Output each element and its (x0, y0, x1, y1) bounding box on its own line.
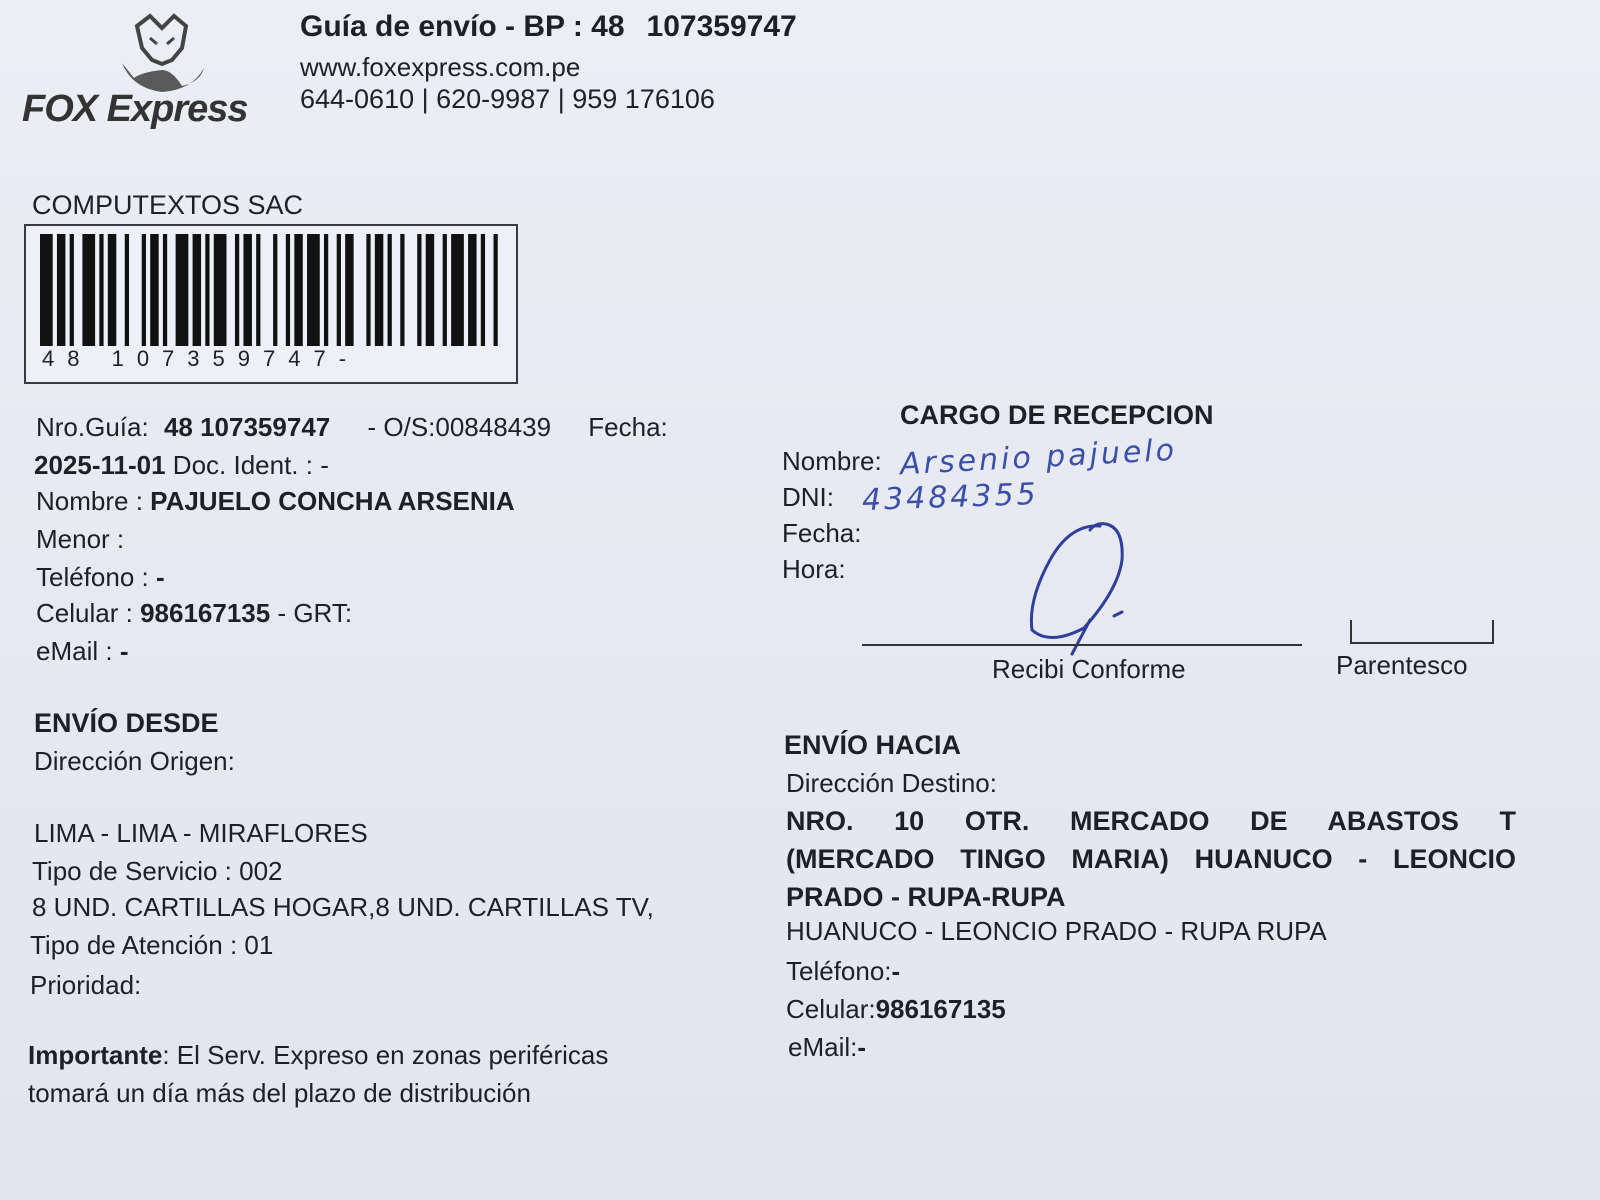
phones: 644-0610 | 620-9987 | 959 176106 (300, 84, 715, 114)
barcode-bar (494, 234, 498, 346)
destino-email-value: - (857, 1032, 867, 1062)
barcode-bar (142, 234, 146, 346)
cargo-fecha-label: Fecha: (782, 518, 862, 548)
email-line (36, 636, 128, 667)
fecha-label: Fecha: (588, 412, 668, 442)
envio-hacia-title: ENVÍO HACIA (784, 730, 962, 760)
doc-ident: Doc. Ident. : - (172, 450, 329, 480)
parentesco-box (1350, 620, 1494, 644)
barcode-bar (163, 234, 167, 346)
signature-icon (1010, 520, 1150, 660)
destino-celular-value: 986167135 (875, 994, 1006, 1024)
cargo-dni-label: DNI: (782, 482, 834, 512)
barcode-bar (70, 234, 74, 346)
barcode-bar (125, 234, 129, 346)
nombre-line (36, 486, 515, 517)
menor-line: Menor : (36, 524, 125, 554)
barcode (24, 224, 518, 384)
cargo-nombre-label: Nombre: (782, 446, 882, 476)
barcode-bar (307, 234, 320, 346)
barcode-bar (375, 234, 383, 346)
barcode-number: 48 107359747- (42, 346, 360, 371)
barcode-bar (345, 234, 353, 346)
barcode-bar (99, 234, 103, 346)
guide-number: 107359747 (646, 10, 797, 43)
nro-guia-label: Nro.Guía: (36, 412, 149, 442)
direccion-origen-label: Dirección Origen: (34, 746, 235, 776)
address-line-2: (MERCADO TINGO MARIA) HUANUCO - LEONCIO (786, 844, 1516, 874)
barcode-bar (337, 234, 341, 346)
barcode-bar (426, 234, 434, 346)
nro-guia-value: 48 107359747 (163, 412, 331, 442)
direccion-destino-label: Dirección Destino: (786, 768, 997, 798)
celular-line (36, 598, 352, 629)
email-label: eMail : (36, 636, 113, 666)
barcode-bar (193, 234, 201, 346)
cargo-nombre-handwritten: Arsenio pajuelo (899, 432, 1178, 483)
barcode-bars (40, 234, 502, 346)
recibi-conforme-label: Recibi Conforme (992, 654, 1186, 684)
destino-email-line (788, 1032, 866, 1063)
barcode-bar (57, 234, 65, 346)
telefono-line (36, 562, 165, 593)
destination-address (786, 802, 1516, 916)
nombre-value: PAJUELO CONCHA ARSENIA (150, 486, 515, 516)
website: www.foxexpress.com.pe (300, 52, 581, 82)
tipo-servicio: Tipo de Servicio : 002 (32, 856, 283, 886)
date-line (34, 450, 329, 481)
os-number: - O/S:00848439 (367, 412, 552, 442)
telefono-value: - (155, 562, 165, 592)
prioridad: Prioridad: (30, 970, 142, 1000)
destino-celular-line (786, 994, 1006, 1025)
destino-telefono-label: Teléfono: (786, 956, 892, 986)
barcode-bar (286, 234, 290, 346)
barcode-bar (451, 234, 464, 346)
importante-line-1 (28, 1040, 608, 1071)
celular-label: Celular : (36, 598, 133, 628)
barcode-bar (214, 234, 227, 346)
guide-title-label: Guía de envío - BP : 48 (300, 10, 625, 43)
parentesco-label: Parentesco (1336, 650, 1468, 680)
barcode-bar (388, 234, 392, 346)
telefono-label: Teléfono : (36, 562, 149, 592)
barcode-bar (417, 234, 421, 346)
nombre-label: Nombre : (36, 486, 143, 516)
destino-email-label: eMail: (788, 1032, 858, 1062)
importante-text-1: : El Serv. Expreso en zonas periféricas (162, 1040, 609, 1070)
cargo-title: CARGO DE RECEPCION (900, 400, 1214, 430)
origen-location: LIMA - LIMA - MIRAFLORES (34, 818, 368, 848)
tipo-atencion: Tipo de Atención : 01 (30, 930, 274, 960)
barcode-bar (150, 234, 158, 346)
email-value: - (119, 636, 129, 666)
destino-telefono-value: - (891, 956, 901, 986)
barcode-bar (243, 234, 251, 346)
address-line-1: NRO. 10 OTR. MERCADO DE ABASTOS T (786, 806, 1516, 836)
destino-celular-label: Celular: (786, 994, 876, 1024)
grt-label: - GRT: (277, 598, 353, 628)
barcode-bar (443, 234, 447, 346)
barcode-bar (108, 234, 116, 346)
barcode-bar (256, 234, 260, 346)
signature-line (862, 644, 1302, 646)
cargo-hora-label: Hora: (782, 554, 846, 584)
celular-value: 986167135 (140, 598, 271, 628)
guide-title (300, 10, 797, 44)
contenido: 8 UND. CARTILLAS HOGAR,8 UND. CARTILLAS TV, (32, 892, 654, 922)
barcode-bar (481, 234, 485, 346)
barcode-bar (324, 234, 328, 346)
barcode-bar (294, 234, 302, 346)
importante-label: Importante (28, 1040, 163, 1070)
barcode-bar (468, 234, 476, 346)
barcode-bar (273, 234, 277, 346)
barcode-bar (40, 234, 53, 346)
brand-name: FOX Express (22, 88, 248, 130)
barcode-bar (366, 234, 370, 346)
sender-company: COMPUTEXTOS SAC (32, 190, 304, 220)
envio-desde-title: ENVÍO DESDE (34, 708, 219, 738)
destino-telefono-line (786, 956, 900, 987)
barcode-bar (82, 234, 95, 346)
barcode-bar (205, 234, 209, 346)
guide-number-line (36, 412, 668, 443)
importante-line-2: tomará un día más del plazo de distribución (28, 1078, 531, 1108)
destino-location: HUANUCO - LEONCIO PRADO - RUPA RUPA (786, 916, 1327, 946)
barcode-bar (176, 234, 189, 346)
fecha-value: 2025-11-01 (34, 450, 166, 480)
address-line-3: PRADO - RUPA-RUPA (786, 882, 1066, 912)
barcode-bar (400, 234, 404, 346)
barcode-bar (235, 234, 239, 346)
cargo-dni-handwritten: 43484355 (861, 476, 1040, 519)
